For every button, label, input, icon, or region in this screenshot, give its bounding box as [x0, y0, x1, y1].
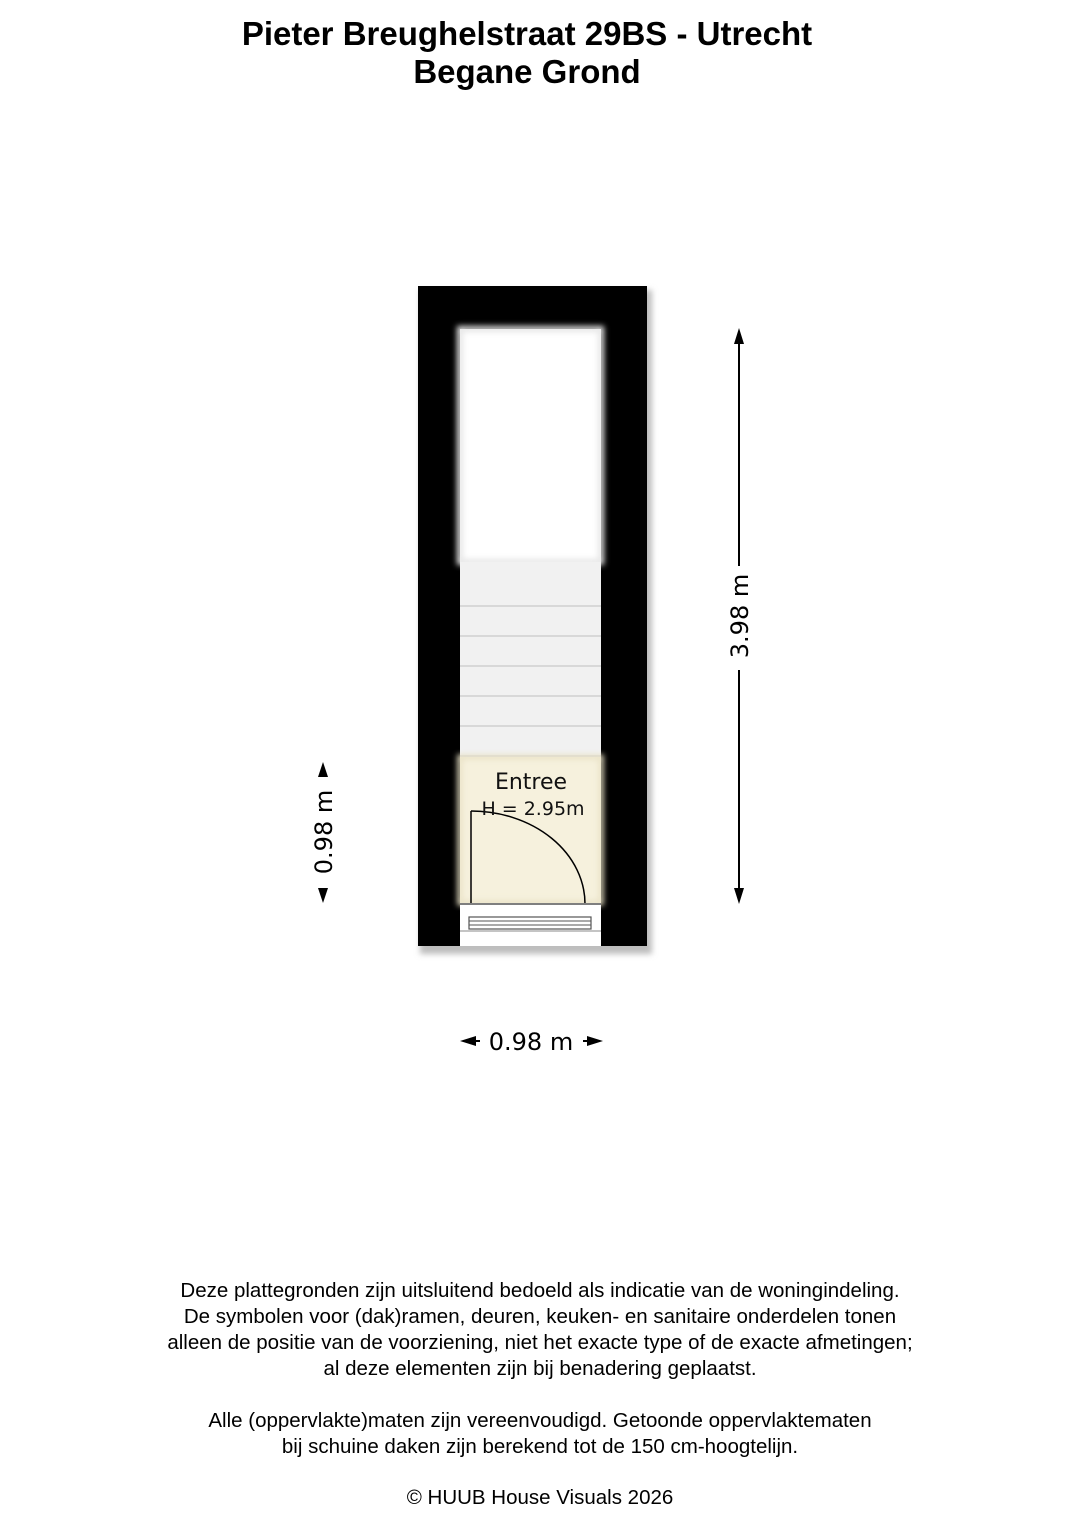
arrow-down-icon	[734, 888, 744, 904]
disclaimer-line: Deze plattegronden zijn uitsluitend bedoeld als indicatie van de woningindeling.	[180, 1279, 900, 1302]
dimension-vertical-total	[726, 328, 754, 904]
disclaimer-paragraph-1	[0, 1278, 1080, 1382]
copyright: © HUUB House Visuals 2026	[406, 1486, 674, 1509]
staircase	[460, 562, 601, 756]
arrow-down-icon	[318, 888, 328, 903]
void-area	[460, 329, 601, 562]
disclaimer-line: bij schuine daken zijn berekend tot de 150 cm-hoogtelijn.	[281, 1435, 799, 1458]
dimension-label: 0.98 m	[310, 789, 338, 875]
dimension-vertical-room	[310, 762, 338, 903]
floor-title: Begane Grond	[413, 53, 641, 90]
arrow-up-icon	[318, 762, 328, 777]
disclaimer-line: alleen de positie van de voorziening, niet het exacte type of de exacte afmetingen;	[167, 1331, 913, 1354]
disclaimer-line: De symbolen voor (dak)ramen, deuren, keuken- en sanitaire onderdelen tonen	[183, 1305, 897, 1328]
stair-step	[460, 636, 601, 666]
stair-step	[460, 726, 601, 756]
arrow-up-icon	[734, 328, 744, 344]
dimension-horizontal	[460, 1028, 603, 1056]
dimension-label: 3.98 m	[726, 573, 754, 659]
page-title: Pieter Breughelstraat 29BS - Utrecht	[241, 15, 813, 52]
room-label: Entree	[494, 770, 568, 795]
stair-step	[460, 696, 601, 726]
dimension-label: 0.98 m	[488, 1028, 574, 1056]
disclaimer-paragraph-2	[0, 1408, 1080, 1460]
disclaimer-line: al deze elementen zijn bij benadering geplaatst.	[323, 1357, 757, 1380]
stair-step	[460, 606, 601, 636]
stair-step	[460, 666, 601, 696]
disclaimer-line: Alle (oppervlakte)maten zijn vereenvoudigd. Getoonde oppervlaktematen	[208, 1409, 872, 1432]
stair-step	[460, 562, 601, 606]
room-height-label: H = 2.95m	[481, 798, 585, 820]
threshold	[460, 903, 601, 946]
